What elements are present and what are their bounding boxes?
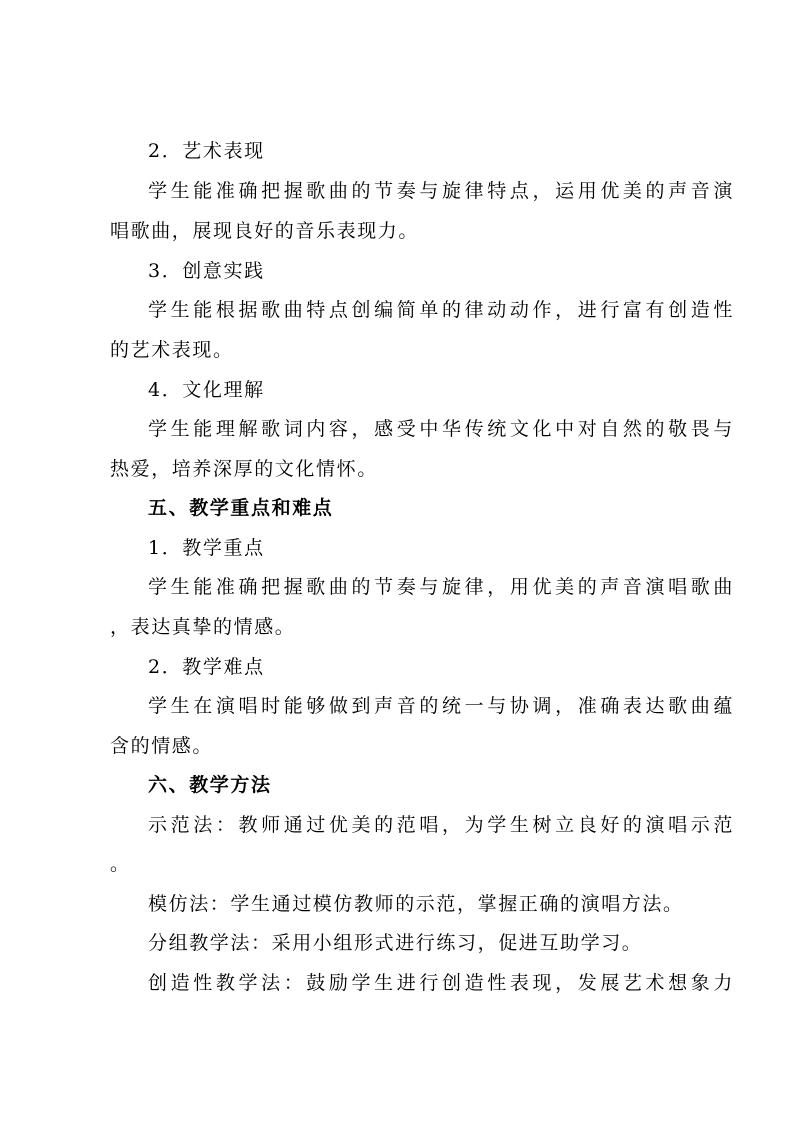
paragraph-art-performance-line-2: 唱歌曲，展现良好的音乐表现力。 <box>110 220 420 242</box>
paragraph-imitation: 模仿法：学生通过模仿教师的示范，掌握正确的演唱方法。 <box>148 893 684 915</box>
heading-teaching-difficulty: 2．教学难点 <box>148 656 265 678</box>
heading-key-and-difficult-points: 五、教学重点和难点 <box>148 497 334 519</box>
paragraph-teaching-difficulty-line-2: 含的情感。 <box>110 735 214 757</box>
paragraph-teaching-focus-line-1: 学生能准确把握歌曲的节奏与旋律，用优美的声音演唱歌曲 <box>148 576 734 598</box>
paragraph-creative-practice-line-1: 学生能根据歌曲特点创编简单的律动动作，进行富有创造性 <box>148 299 734 321</box>
paragraph-creative-practice-line-2: 的艺术表现。 <box>110 339 234 361</box>
heading-art-performance: 2．艺术表现 <box>148 140 265 162</box>
paragraph-creative-teaching-line-1: 创造性教学法：鼓励学生进行创造性表现，发展艺术想象力 <box>148 972 734 994</box>
paragraph-cultural-understanding-line-1: 学生能理解歌词内容，感受中华传统文化中对自然的敬畏与 <box>148 418 734 440</box>
paragraph-art-performance-line-1: 学生能准确把握歌曲的节奏与旋律特点，运用优美的声音演 <box>148 180 734 202</box>
paragraph-teaching-difficulty-line-1: 学生在演唱时能够做到声音的统一与协调，准确表达歌曲蕴 <box>148 695 734 717</box>
paragraph-demonstration-line-1: 示范法：教师通过优美的范唱，为学生树立良好的演唱示范 <box>148 814 734 836</box>
heading-cultural-understanding: 4．文化理解 <box>148 379 265 401</box>
heading-teaching-methods: 六、教学方法 <box>148 774 272 796</box>
paragraph-cultural-understanding-line-2: 热爱，培养深厚的文化情怀。 <box>110 458 378 480</box>
heading-teaching-focus: 1．教学重点 <box>148 537 265 559</box>
paragraph-teaching-focus-line-2: ，表达真挚的情感。 <box>110 616 296 638</box>
paragraph-group-teaching: 分组教学法：采用小组形式进行练习，促进互助学习。 <box>148 932 643 954</box>
paragraph-demonstration-line-2: 。 <box>110 853 131 875</box>
heading-creative-practice: 3．创意实践 <box>148 260 265 282</box>
